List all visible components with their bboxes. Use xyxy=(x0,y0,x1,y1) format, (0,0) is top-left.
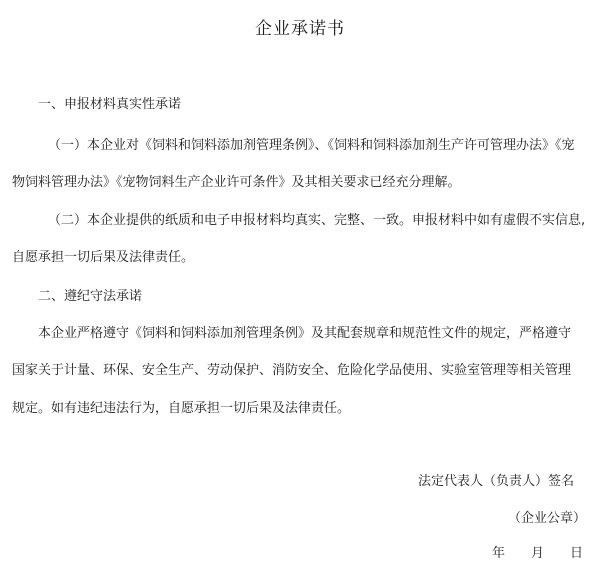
section1-item2-line1: （二）本企业提供的纸质和电子申报材料均真实、完整、一致。申报材料中如有虚假不实信息, xyxy=(48,213,586,228)
date-month-label: 月 xyxy=(531,546,545,561)
section1-heading: 一、申报材料真实性承诺 xyxy=(38,97,182,112)
section2-heading: 二、遵纪守法承诺 xyxy=(38,289,143,304)
section2-para-line2: 国家关于计量、环保、安全生产、劳动保护、消防安全、危险化学品使用、实验室管理等相关管理 xyxy=(12,363,572,378)
section1-item1-line2: 物饲料管理办法》《宠物饲料生产企业许可条件》及其相关要求已经充分理解。 xyxy=(12,175,461,190)
section2-para-line3: 规定。如有违纪违法行为，自愿承担一切后果及法律责任。 xyxy=(12,401,351,416)
company-seal-label: （企业公章） xyxy=(508,511,587,526)
section1-item1-line1: （一）本企业对《饲料和饲料添加剂管理条例》、《饲料和饲料添加剂生产许可管理办法》《宠 xyxy=(48,138,575,153)
representative-signature-label: 法定代表人（负责人）签名 xyxy=(418,474,575,489)
section2-para-line1: 本企业严格遵守《饲料和饲料添加剂管理条例》及其配套规章和规范性文件的规定，严格遵守 xyxy=(38,326,572,341)
document-title: 企业承诺书 xyxy=(255,19,345,39)
date-day-label: 日 xyxy=(570,546,584,561)
section1-item2-line2: 自愿承担一切后果及法律责任。 xyxy=(12,250,195,265)
date-year-label: 年 xyxy=(492,546,506,561)
